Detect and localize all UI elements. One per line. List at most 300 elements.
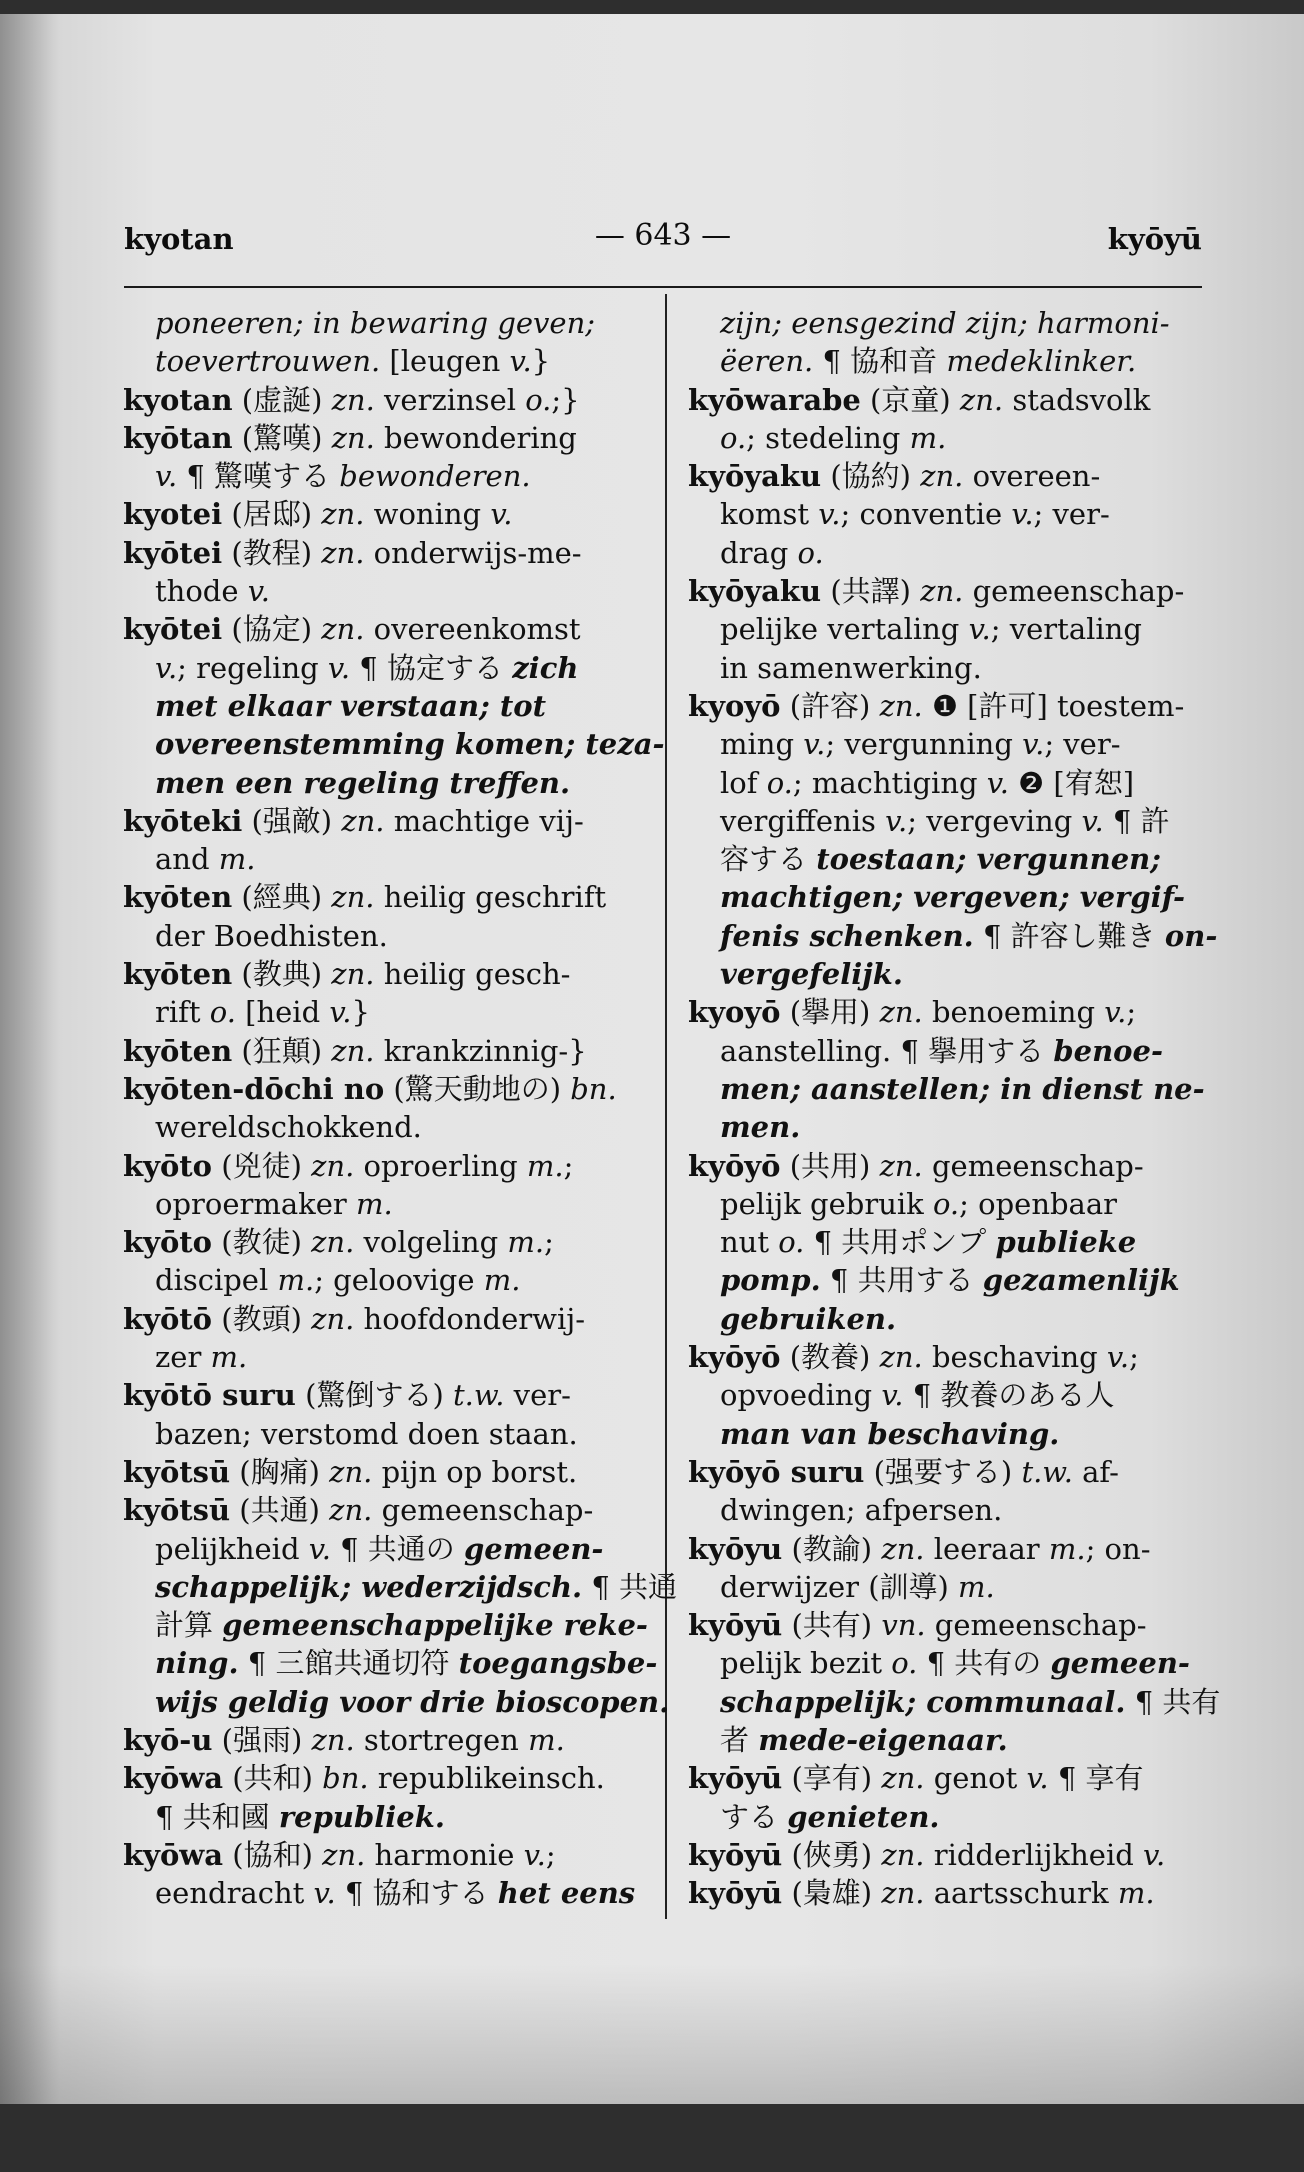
entry-line — [688, 1721, 1208, 1759]
entry-text: mede-eigenaar. — [758, 1722, 1008, 1757]
entry-line — [123, 534, 643, 572]
entry-text: ¶ 協和音 — [813, 344, 947, 379]
headword: kyoyō — [688, 688, 781, 723]
entry-line — [123, 1530, 643, 1568]
entry-text: t.w. — [452, 1378, 505, 1413]
entry-text: zn. — [879, 1340, 923, 1375]
entry-text: する — [720, 1799, 788, 1834]
entry-text: zn. — [331, 957, 375, 992]
entry-line — [688, 610, 1208, 648]
header-guide-word-right: kyōyū — [1107, 222, 1202, 256]
entry-line — [123, 304, 643, 342]
entry-line — [123, 419, 643, 457]
entry-line — [688, 1032, 1208, 1070]
entry-line — [123, 1644, 658, 1682]
entry-text: ; — [1129, 1340, 1139, 1375]
entry-text: man van beschaving. — [720, 1416, 1060, 1451]
entry-text: pomp. — [720, 1263, 821, 1298]
entry-text: eendracht — [155, 1876, 314, 1911]
entry-text: m. — [355, 1186, 393, 1221]
entry-text: ¶ 驚嘆する — [177, 459, 340, 494]
entry-text: (驚倒する) — [295, 1378, 453, 1413]
entry-text: (驚嘆) — [232, 420, 332, 455]
entry-text: v. — [1011, 497, 1034, 532]
entry-text: ; ver- — [1044, 727, 1121, 762]
entry-text: (俠勇) — [782, 1837, 882, 1872]
entry-text: ❷ [宥恕] — [1008, 765, 1135, 800]
entry-text: (共有) — [782, 1608, 882, 1643]
entry-text: onderwijs-me- — [364, 535, 582, 570]
entry-text: v. — [509, 344, 532, 379]
headword: kyōtō — [123, 1301, 213, 1336]
entry-text: zn. — [331, 1033, 375, 1068]
headword: kyōten — [123, 880, 233, 915]
entry-text: (教典) — [232, 957, 332, 992]
entry-text: fenis schenken. — [720, 918, 974, 953]
entry-text: m. — [218, 842, 256, 877]
entry-text: (教程) — [222, 535, 322, 570]
entry-line — [688, 534, 1208, 572]
entry-text: met elkaar verstaan; tot — [155, 688, 547, 723]
entry-text: pijn op borst. — [372, 1454, 578, 1489]
entry-line — [688, 1453, 1208, 1491]
entry-line — [123, 725, 665, 763]
entry-text: dwingen; afpersen. — [720, 1493, 1003, 1528]
entry-text: gemeenschap- — [922, 1148, 1144, 1183]
entry-text: (共和) — [223, 1761, 323, 1796]
entry-line — [123, 764, 643, 802]
entry-text: toestaan; vergunnen; — [816, 842, 1161, 877]
entry-line — [123, 495, 643, 533]
entry-text: (驚天動地の) — [384, 1071, 571, 1106]
entry-text: republikeinsch. — [368, 1761, 605, 1796]
entry-text: ; — [544, 1225, 554, 1260]
entry-text: pelijke vertaling — [720, 612, 969, 647]
headword: kyōten — [123, 957, 233, 992]
entry-text: gemeenschap- — [963, 574, 1185, 609]
entry-text: v. — [308, 1531, 331, 1566]
entry-line — [123, 1223, 643, 1261]
entry-text: republiek. — [278, 1799, 445, 1834]
entry-text: o. — [797, 535, 824, 570]
entry-text: schappelijk; wederzijdsch. — [155, 1569, 583, 1604]
entry-text: ; openbaar — [959, 1186, 1117, 1221]
entry-text: (胸痛) — [230, 1454, 330, 1489]
entry-text: ¶ 共通の — [330, 1531, 465, 1566]
entry-line — [688, 725, 1208, 763]
entry-text: gemeenschap- — [925, 1608, 1147, 1643]
entry-text: ;} — [551, 382, 580, 417]
entry-text: volgeling — [354, 1225, 508, 1260]
entry-text: v. — [803, 727, 826, 762]
headword: kyōtei — [123, 535, 223, 570]
headword: kyōtei — [123, 612, 223, 647]
entry-text: overeenkomst — [364, 612, 581, 647]
entry-text: hoofdonderwij- — [354, 1301, 586, 1336]
entry-text: pelijkheid — [155, 1531, 309, 1566]
entry-text: discipel — [155, 1263, 278, 1298]
entry-text: harmonie — [365, 1837, 524, 1872]
entry-text: m. — [483, 1263, 521, 1298]
headword: kyōyō suru — [688, 1454, 865, 1489]
entry-line — [123, 381, 643, 419]
entry-line — [123, 342, 643, 380]
headword: kyōyū — [688, 1837, 783, 1872]
entry-text: zn. — [311, 1225, 355, 1260]
entry-text: aanstelling. ¶ 擧用する — [720, 1033, 1054, 1068]
headword: kyōyaku — [688, 459, 822, 494]
entry-line — [123, 1185, 643, 1223]
entry-text: v. — [968, 612, 991, 647]
entry-line — [688, 419, 1208, 457]
entry-text: bewonderen. — [339, 459, 531, 494]
entry-text: m. — [507, 1225, 545, 1260]
entry-text: v. — [1022, 727, 1045, 762]
entry-text: (協定) — [222, 612, 322, 647]
entry-text: v. — [155, 459, 178, 494]
entry-text: v. — [1143, 1837, 1166, 1872]
entry-text: ¶ 共有 — [1125, 1684, 1221, 1719]
page-header — [124, 214, 1202, 264]
headword: kyōten — [123, 1033, 233, 1068]
entry-text: benoe- — [1053, 1033, 1164, 1068]
entry-text: zich — [512, 650, 579, 685]
entry-text: (兇徒) — [212, 1148, 312, 1183]
entry-text: o. — [720, 420, 747, 455]
entry-text: machtigen; vergeven; vergif- — [720, 880, 1186, 915]
entry-text: and — [155, 842, 219, 877]
entry-text: (教頭) — [212, 1301, 312, 1336]
entry-line — [688, 1683, 1221, 1721]
entry-text: (教養) — [780, 1340, 880, 1375]
entry-line — [688, 1530, 1208, 1568]
entry-text: ¶ 共通 — [582, 1569, 678, 1604]
entry-text: ❶ [許可] toestem- — [922, 688, 1185, 723]
entry-text: oproermaker — [155, 1186, 356, 1221]
entry-text: o. — [778, 1225, 805, 1260]
entry-text: t.w. — [1021, 1454, 1073, 1489]
entry-line — [123, 878, 643, 916]
entry-line — [123, 917, 643, 955]
entry-line — [123, 572, 643, 610]
entry-line — [688, 1568, 1208, 1606]
entry-line — [688, 1415, 1208, 1453]
entry-text: m. — [909, 420, 947, 455]
entry-text: (教諭) — [782, 1531, 882, 1566]
entry-text: pelijk gebruik — [720, 1186, 933, 1221]
entry-text: o. — [766, 765, 793, 800]
entry-text: (共用) — [780, 1148, 880, 1183]
entry-line — [123, 610, 643, 648]
entry-text: ; on- — [1085, 1531, 1151, 1566]
entry-text: oproerling — [354, 1148, 527, 1183]
entry-line — [688, 495, 1208, 533]
entry-line — [688, 764, 1208, 802]
entry-text: verzinsel — [374, 382, 526, 417]
entry-line — [123, 1874, 643, 1912]
entry-text: vergiffenis — [720, 803, 886, 838]
entry-line — [123, 1721, 643, 1759]
left-column — [123, 304, 678, 1912]
entry-line — [123, 1108, 643, 1146]
entry-text: men; aanstellen; in dienst ne- — [720, 1071, 1205, 1106]
entry-line — [688, 993, 1208, 1031]
entry-line — [688, 917, 1218, 955]
header-guide-word-left: kyotan — [124, 222, 234, 256]
entry-text: v. — [490, 497, 513, 532]
entry-text: zn. — [331, 420, 375, 455]
entry-line — [688, 1874, 1208, 1912]
headword: kyōyō — [688, 1148, 781, 1183]
headword: kyōten-dōchi no — [123, 1071, 385, 1106]
entry-line — [123, 687, 643, 725]
entry-text: lof — [720, 765, 767, 800]
entry-text: ridderlijkheid — [924, 1837, 1144, 1872]
headword: kyōto — [123, 1225, 213, 1260]
entry-text: ; — [563, 1148, 574, 1183]
entry-text: v. — [986, 765, 1009, 800]
entry-text: ver- — [504, 1378, 571, 1413]
header-rule — [124, 286, 1202, 288]
headword: kyotan — [123, 382, 233, 417]
entry-text: zn. — [321, 497, 365, 532]
entry-text: (許容) — [780, 688, 880, 723]
entry-text: der Boedhisten. — [155, 918, 388, 953]
entry-line — [123, 1376, 643, 1414]
dictionary-page — [0, 14, 1304, 2104]
entry-text: ¶ 許 — [1103, 803, 1170, 838]
entry-text: zn. — [321, 535, 365, 570]
entry-text: vergefelijk. — [720, 957, 903, 992]
entry-text: ; geloovige — [314, 1263, 484, 1298]
entry-text: gemeen- — [464, 1531, 604, 1566]
entry-text: derwijzer (訓導) — [720, 1569, 959, 1604]
entry-text: m. — [526, 1148, 564, 1183]
entry-line — [688, 1261, 1208, 1299]
entry-line — [123, 955, 643, 993]
headword: kyōwarabe — [688, 382, 861, 417]
entry-text: ¶ 共和國 — [155, 1799, 279, 1834]
headword: kyōtan — [123, 420, 233, 455]
entry-text: bazen; verstomd doen staan. — [155, 1416, 578, 1451]
entry-text: genieten. — [787, 1799, 940, 1834]
entry-text: zn. — [881, 1761, 925, 1796]
entry-text: woning — [364, 497, 491, 532]
entry-text: zn. — [321, 612, 365, 647]
entry-text: on- — [1164, 918, 1218, 953]
entry-text: m. — [958, 1569, 995, 1604]
entry-text: (狂顛) — [232, 1033, 332, 1068]
entry-text: ¶ 共用ポンプ — [804, 1225, 996, 1260]
entry-text: [leugen — [380, 344, 510, 379]
entry-text: v. — [818, 497, 841, 532]
entry-line — [688, 572, 1208, 610]
entry-line — [123, 1070, 643, 1108]
entry-line — [688, 649, 1208, 687]
entry-text: ning. — [155, 1646, 239, 1681]
entry-text: gebruiken. — [720, 1301, 897, 1336]
entry-text: gemeen- — [1050, 1646, 1190, 1681]
entry-text: ; vergunning — [825, 727, 1023, 762]
entry-text: zn. — [881, 1837, 925, 1872]
entry-text: v. — [1106, 1340, 1130, 1375]
headword: kyōtsū — [123, 1493, 231, 1528]
entry-line — [123, 1491, 643, 1529]
entry-text: zn. — [331, 382, 375, 417]
headword: kyotei — [123, 497, 223, 532]
entry-line — [123, 1032, 643, 1070]
entry-line — [123, 1683, 670, 1721]
entry-text: zn. — [311, 1301, 355, 1336]
entry-text: zn. — [881, 1531, 925, 1566]
entry-text: ; vertaling — [990, 612, 1142, 647]
entry-line — [123, 1606, 648, 1644]
entry-line — [688, 457, 1208, 495]
entry-text: v. — [523, 1837, 546, 1872]
entry-text: thode — [155, 574, 248, 609]
entry-text: zn. — [879, 995, 923, 1030]
entry-line — [688, 840, 1208, 878]
entry-line — [688, 1644, 1208, 1682]
entry-text: ¶ 三館共通切符 — [238, 1646, 459, 1681]
entry-line — [688, 955, 1208, 993]
entry-text: (共譯) — [821, 574, 921, 609]
entry-text: ; — [545, 1837, 556, 1872]
entry-text: zn. — [959, 382, 1004, 417]
entry-text: stadsvolk — [1003, 382, 1151, 417]
entry-text: (協和) — [223, 1837, 323, 1872]
entry-line — [123, 1759, 643, 1797]
entry-text: v. — [1104, 995, 1127, 1030]
entry-text: zn. — [920, 574, 964, 609]
entry-text: gemeenschap- — [372, 1493, 594, 1528]
entry-text: m. — [528, 1722, 565, 1757]
headword: kyōto — [123, 1148, 213, 1183]
entry-text: m. — [1117, 1876, 1155, 1911]
entry-text: (强要する) — [864, 1454, 1022, 1489]
entry-text: [heid — [235, 995, 330, 1030]
entry-text: (梟雄) — [782, 1876, 882, 1911]
entry-text: (虚誕) — [232, 382, 332, 417]
entry-text: zn. — [920, 459, 964, 494]
entry-line — [688, 1147, 1208, 1185]
entry-text: (共通) — [230, 1493, 330, 1528]
right-column — [688, 304, 1221, 1912]
entry-text: drag — [720, 535, 798, 570]
entry-text: men. — [720, 1110, 801, 1145]
entry-line — [123, 1415, 643, 1453]
entry-text: (京童) — [860, 382, 960, 417]
entry-text: zn. — [329, 1454, 373, 1489]
entry-text: ¶ 教養のある人 — [903, 1378, 1115, 1413]
headword: kyōwa — [123, 1837, 224, 1872]
entry-text: o. — [891, 1646, 918, 1681]
entry-text: publieke — [995, 1225, 1137, 1260]
entry-text: machtige vij- — [384, 803, 584, 838]
entry-line — [123, 1147, 643, 1185]
entry-text: ; vergeving — [907, 803, 1082, 838]
entry-text: poneeren; in bewaring geven; — [155, 306, 596, 340]
entry-text: bn. — [570, 1071, 617, 1106]
entry-text: vn. — [881, 1608, 926, 1643]
entry-line — [123, 1798, 643, 1836]
entry-text: gemeenschappelijke reke- — [222, 1608, 648, 1643]
entry-text: krankzinnig-} — [374, 1033, 587, 1068]
entry-text: v. — [1026, 1761, 1049, 1796]
entry-text: ming — [720, 727, 804, 762]
entry-line — [123, 649, 643, 687]
entry-text: ; stedeling — [746, 420, 910, 455]
headword: kyōyū — [688, 1608, 783, 1643]
entry-text: (强敵) — [242, 803, 342, 838]
entry-text: (强雨) — [212, 1722, 312, 1757]
entry-text: ëeren. — [720, 344, 814, 379]
entry-text: genot — [924, 1761, 1027, 1796]
page-number: — 643 — — [594, 218, 732, 253]
entry-text: bewondering — [374, 420, 577, 455]
entry-line — [688, 1185, 1208, 1223]
entry-text: zn. — [311, 1722, 355, 1757]
entry-text: leeraar — [924, 1531, 1049, 1566]
entry-line — [123, 993, 643, 1031]
entry-text: ¶ 共有の — [917, 1646, 1051, 1681]
entry-line — [688, 1108, 1208, 1146]
entry-text: 者 — [720, 1722, 759, 1757]
headword: kyōyū — [688, 1876, 783, 1911]
page-bottom-shadow — [0, 1964, 1304, 2104]
entry-text: toevertrouwen. — [155, 344, 381, 379]
entry-line — [123, 1261, 643, 1299]
entry-text: zijn; eensgezind zijn; harmoni- — [720, 306, 1170, 340]
entry-text: 計算 — [155, 1608, 223, 1643]
entry-text: m. — [210, 1340, 248, 1375]
entry-text: in samenwerking. — [720, 650, 982, 685]
entry-text: ¶ 協和する — [335, 1876, 498, 1911]
entry-line — [123, 1300, 643, 1338]
entry-text: ¶ 協定する — [350, 650, 513, 685]
entry-text: heilig gesch- — [374, 957, 571, 992]
entry-text: benoeming — [922, 995, 1105, 1030]
headword: kyōyō — [688, 1340, 781, 1375]
column-divider — [665, 294, 667, 1919]
entry-text: v. — [1081, 803, 1104, 838]
entry-text: zn. — [879, 688, 923, 723]
entry-line — [688, 1836, 1208, 1874]
entry-text: ¶ 享有 — [1048, 1761, 1144, 1796]
entry-text: ; ver- — [1033, 497, 1110, 532]
entry-text: zn. — [311, 1148, 355, 1183]
entry-line — [688, 1759, 1208, 1797]
entry-text: zn. — [879, 1148, 923, 1183]
entry-line — [688, 878, 1208, 916]
entry-line — [123, 1453, 643, 1491]
entry-line — [688, 1300, 1208, 1338]
entry-text: } — [531, 344, 551, 379]
entry-text: zer — [155, 1340, 211, 1375]
entry-text: ; machtiging — [792, 765, 987, 800]
entry-text: wijs geldig voor drie bioscopen. — [155, 1684, 670, 1719]
entry-text: 容する — [720, 842, 817, 877]
headword: kyō-u — [123, 1722, 213, 1757]
entry-text: ; conventie — [840, 497, 1012, 532]
entry-text: rift — [155, 995, 210, 1030]
entry-text: ¶ 許容し難き — [973, 918, 1165, 953]
entry-text: men een regeling treffen. — [155, 765, 571, 800]
entry-text: (享有) — [782, 1761, 882, 1796]
entry-line — [688, 1223, 1208, 1261]
entry-text: aartsschurk — [924, 1876, 1118, 1911]
entry-text: (教徒) — [212, 1225, 312, 1260]
